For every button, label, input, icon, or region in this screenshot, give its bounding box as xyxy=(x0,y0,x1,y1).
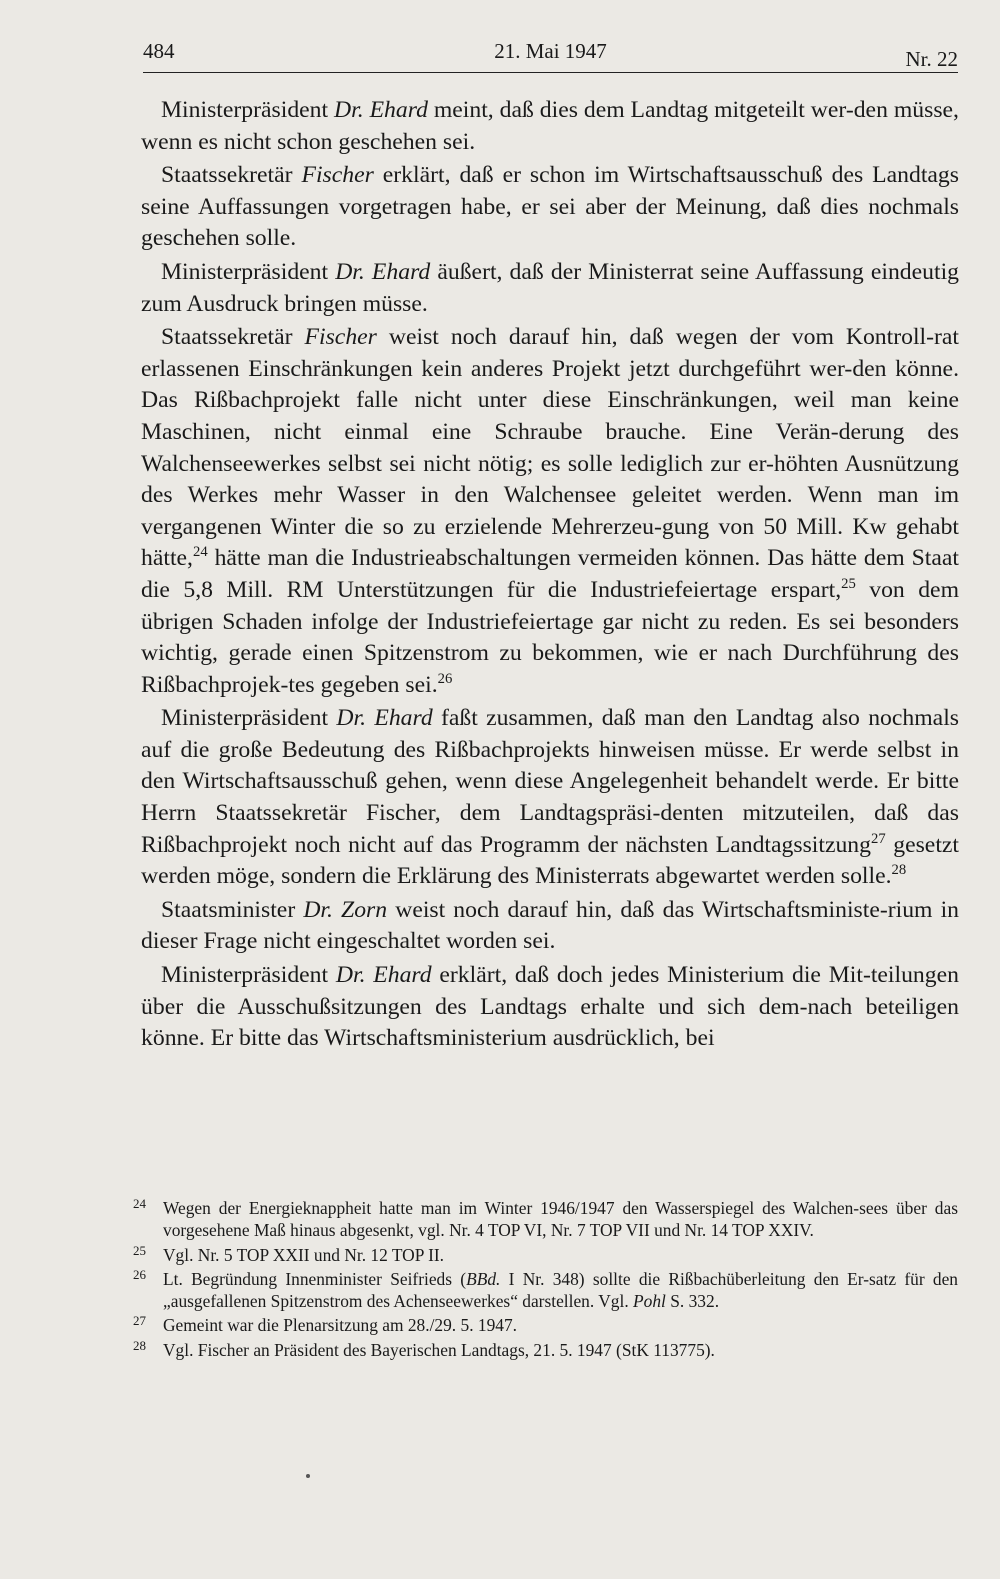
footnote xyxy=(128,1244,958,1266)
paragraph-text: hätte man die Industrieabschaltungen vermeiden können. Das hätte dem Staat die 5,8 Mill. RM Unterstützungen für die Industriefeiertage erspart, xyxy=(141,545,959,603)
paragraph xyxy=(141,160,959,255)
paragraph-text: weist noch darauf hin, daß wegen der vom Kontroll-rat erlassenen Einschränkungen kein anderes Projekt jetzt durchgeführt wer-den könne. Das Rißbachprojekt falle nicht unter diese Einschränkungen, weil man keine Maschinen, nicht einmal eine Schraube brauche. Eine Verän-derung des Walchenseewerkes selbst sei nicht nötig; es solle lediglich zur er-höhten Ausnützung des Werkes mehr Wasser in den Walchensee geleitet werden. Wenn man im vergangenen Winter die so zu erzielende Mehrerzeu-gung von 50 Mill. Kw gehabt hätte, xyxy=(141,324,959,572)
speaker-role: Staatssekretär xyxy=(161,324,305,351)
speaker-name: Dr. Ehard xyxy=(335,258,431,285)
paragraph xyxy=(141,257,959,320)
page-number: 484 xyxy=(143,39,175,63)
speaker-role: Staatsminister xyxy=(161,896,304,923)
footnote-text: Vgl. Fischer an Präsident des Bayerischen Landtags, 21. 5. 1947 (StK 113775). xyxy=(163,1339,715,1360)
footnote xyxy=(128,1314,958,1336)
running-header xyxy=(143,36,958,73)
paragraph xyxy=(141,95,959,158)
paragraph xyxy=(141,895,959,958)
footnote-ref: 24 xyxy=(192,544,208,561)
header-date: 21. Mai 1947 xyxy=(494,39,607,63)
footnote-number: 25 xyxy=(133,1242,146,1258)
footnote-text: I Nr. 348) sollte die Rißbachüberleitung den Er-satz für den „ausgefallenen Spitzenstrom des Achenseewerkes“ darstellen. Vgl. xyxy=(163,1268,958,1312)
paragraph-text: faßt zusammen, daß man den Landtag also nochmals auf die große Bedeutung des Rißbachprojekts hinweisen müsse. Er werde selbst in den Wirtschaftsausschuß gehen, wenn diese Angelegenheit behandelt werde. Er bitte Herrn Staatssekretär Fischer, dem Landtagspräsi-denten mitzuteilen, daß das Rißbachprojekt noch nicht auf das Programm der nächsten Landtagssitzung xyxy=(141,705,959,858)
footnote-number: 26 xyxy=(133,1266,146,1282)
footnote xyxy=(128,1339,958,1361)
speaker-name: Dr. Ehard xyxy=(335,962,432,989)
speaker-role: Staatssekretär xyxy=(161,162,302,189)
footnote-number: 28 xyxy=(133,1337,146,1353)
speaker-name: Dr. Zorn xyxy=(303,896,388,923)
paragraph-text: erklärt, daß doch jedes Ministerium die Mit-teilungen über die Ausschußsitzungen des Landtags erhalte und sich dem-nach beteiligen könne. Er bitte das Wirtschaftsministerium ausdrücklich, bei xyxy=(141,962,959,1052)
paragraph-text: äußert, daß der Ministerrat seine Auffassung eindeutig zum Ausdruck bringen müsse. xyxy=(141,258,960,317)
paragraph xyxy=(141,322,959,701)
footnote-number: 27 xyxy=(133,1313,146,1329)
speaker-name: Fischer xyxy=(304,324,377,351)
footnote-number: 24 xyxy=(133,1196,146,1211)
paragraph-text: erklärt, daß er schon im Wirtschaftsausschuß des Landtags seine Auffassungen vorgetragen habe, er sei aber der Meinung, daß dies nochmals geschehen solle. xyxy=(141,162,959,252)
footnote-text: Wegen der Energieknappheit hatte man im Winter 1946/1947 den Wasserspiegel des Walchen-sees über das vorgesehene Maß hinaus abgesenkt, vgl. Nr. 4 TOP VI, Nr. 7 TOP VII und Nr. 14 TOP XXIV. xyxy=(163,1198,958,1241)
footnote-text: S. 332. xyxy=(665,1291,720,1312)
footnote-text: Lt. Begründung Innenminister Seifrieds ( xyxy=(163,1268,467,1289)
speaker-name: Dr. Ehard xyxy=(334,97,428,123)
paragraph-text: gesetzt werden möge, sondern die Erklärung des Ministerrats abgewartet werden solle. xyxy=(141,831,959,890)
paragraph-text: weist noch darauf hin, daß das Wirtschaftsministe-rium in dieser Frage nicht eingeschaltet worden sei. xyxy=(141,896,959,955)
paragraph-text: von dem übrigen Schaden infolge der Industriefeiertage gar nicht zu reden. Es sei besonders wichtig, gerade einen Spitzenstrom zu bekommen, wie er nach Durchführung des Rißbachprojek-tes gegeben sei. xyxy=(141,576,959,698)
speaker-name: Dr. Ehard xyxy=(336,705,433,732)
header-issue-number: Nr. 22 xyxy=(905,47,958,71)
footnote-ref: 28 xyxy=(891,862,907,879)
footnotes xyxy=(128,1197,958,1361)
speaker-role: Ministerpräsident xyxy=(161,705,337,732)
footnote-text: Vgl. Nr. 5 TOP XXII und Nr. 12 TOP II. xyxy=(163,1244,444,1265)
main-text xyxy=(141,95,959,1055)
speaker-name: Fischer xyxy=(301,162,374,189)
paragraph xyxy=(141,960,959,1055)
footnote-citation: Pohl xyxy=(633,1291,666,1312)
footnote xyxy=(128,1268,958,1313)
footnote-ref: 27 xyxy=(871,830,886,847)
ink-speck xyxy=(306,1474,310,1478)
footnote-text: Gemeint war die Plenarsitzung am 28./29. 5. 1947. xyxy=(163,1315,518,1336)
speaker-role: Ministerpräsident xyxy=(161,258,336,285)
footnote-ref: 26 xyxy=(437,670,453,687)
paragraph-text: meint, daß dies dem Landtag mitgeteilt wer-den müsse, wenn es nicht schon geschehen sei. xyxy=(141,97,959,155)
speaker-role: Ministerpräsident xyxy=(161,962,336,989)
footnote-citation: BBd. xyxy=(466,1268,501,1289)
speaker-role: Ministerpräsident xyxy=(161,97,335,123)
footnote-ref: 25 xyxy=(841,576,856,593)
paragraph xyxy=(141,703,959,893)
footnote xyxy=(128,1197,958,1242)
